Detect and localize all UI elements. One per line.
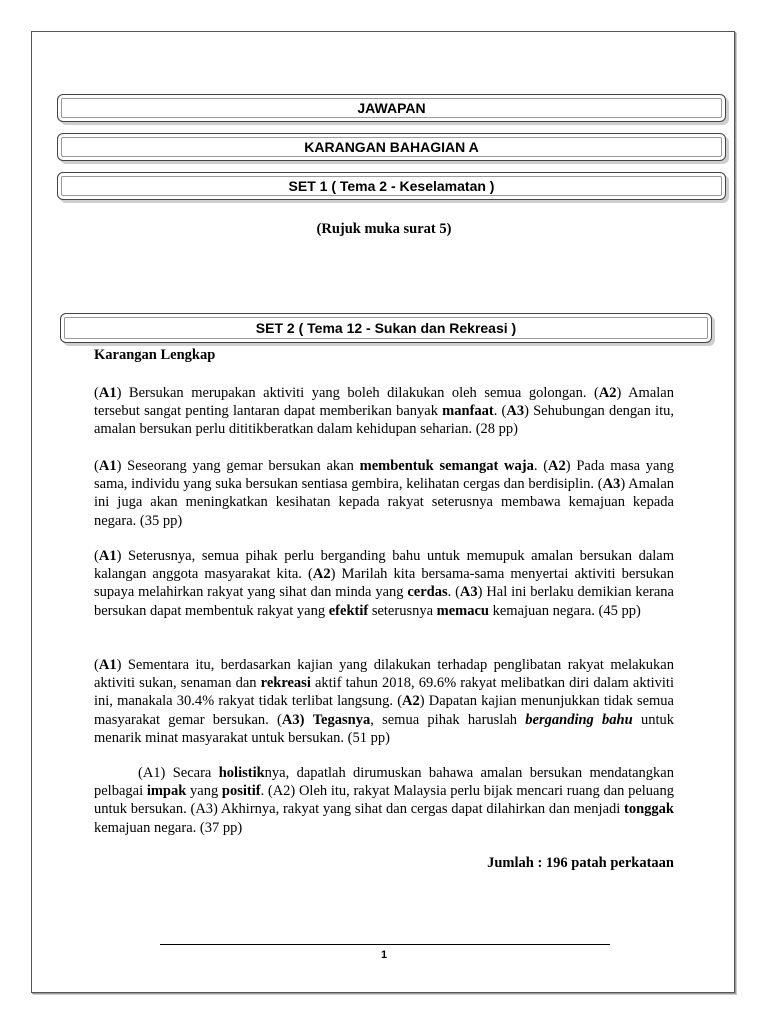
keyword: positif xyxy=(221,783,261,800)
karangan-title: KARANGAN BAHAGIAN A xyxy=(304,139,479,155)
set2-title: SET 2 ( Tema 12 - Sukan dan Rekreasi ) xyxy=(255,320,517,336)
paragraph-5 xyxy=(94,764,674,837)
set1-banner xyxy=(57,172,726,200)
text: , semua pihak haruslah xyxy=(370,711,526,728)
marker: A3) xyxy=(281,711,305,728)
keyword: Tegasnya xyxy=(312,711,371,728)
text: ) Amalan ini juga akan meningkatkan kesihatan kepada rakyat seterusnya membawa kemajuan kepada negara. (35 pp) xyxy=(94,476,675,529)
text: ) Bersukan merupakan aktiviti yang boleh dilakukan oleh semua golongan. ( xyxy=(116,385,599,401)
marker: A3 xyxy=(459,584,478,601)
set2-banner xyxy=(60,313,712,343)
text: seterusnya xyxy=(368,602,437,619)
text: ) Sementara itu, berdasarkan kajian yang dilakukan terhadap penglibatan rakyat melakukan aktiviti sukan, senaman dan xyxy=(94,657,674,692)
text: ) Dapatan kajian menunjukkan tidak semua masyarakat gemar bersukan. ( xyxy=(94,693,674,728)
keyword: impak xyxy=(146,783,187,800)
page-number: 1 xyxy=(380,949,388,961)
text: ) Seterusnya, semua pihak perlu berganding bahu untuk memupuk amalan bersukan dalam kalangan anggota masyarakat kita. ( xyxy=(94,548,674,583)
text xyxy=(304,712,312,728)
marker: A1 xyxy=(98,458,117,474)
keyword: memacu xyxy=(436,602,489,619)
text: . ( xyxy=(447,584,460,601)
text: aktif tahun 2018, 69.6% rakyat melibatkan diri dalam aktiviti ini, manakala 30.4% rakyat tidak terlibat langsung. ( xyxy=(94,675,674,710)
text: ) Hal ini berlaku demikian kerana bersukan dapat membentuk rakyat yang xyxy=(94,584,674,619)
text: nya, dapatlah dirumuskan bahawa amalan bersukan mendatangkan pelbagai xyxy=(94,765,674,800)
text: untuk menarik minat masyarakat untuk bersukan. (51 pp) xyxy=(94,711,674,746)
text: . ( xyxy=(493,403,507,420)
keyword: cerdas xyxy=(407,584,448,601)
paragraph-1: (A1) Bersukan merupakan aktiviti yang boleh dilakukan oleh semua golongan. (A2) Amalan tersebut sangat penting lantaran dapat memberikan banyak manfaat. (A3) Sehubungan dengan itu, amalan bersukan perlu dititikberatkan dalam kehidupan seharian. (28 pp) xyxy=(94,385,674,438)
jawapan-title: JAWAPAN xyxy=(357,100,426,116)
marker: A2 xyxy=(548,458,566,474)
marker: A1 xyxy=(98,548,117,564)
set1-title: SET 1 ( Tema 2 - Keselamatan ) xyxy=(288,178,495,194)
text: ) Marilah kita bersama-sama menyertai aktiviti bersukan supaya melahirkan rakyat yang sihat dan minda yang xyxy=(94,566,674,601)
keyword: holistik xyxy=(218,765,265,781)
text: yang xyxy=(186,783,222,800)
text: ) Seseorang yang gemar bersukan akan xyxy=(116,458,360,474)
marker: A1 xyxy=(98,385,117,401)
marker: A3 xyxy=(602,476,621,493)
keyword-italic: berganding bahu xyxy=(525,711,633,728)
keyword: membentuk semangat waja xyxy=(359,458,534,474)
subheading: Karangan Lengkap xyxy=(94,347,216,363)
text: kemajuan negara. (37 pp) xyxy=(94,819,243,836)
page-reference: (Rujuk muka surat 5) xyxy=(316,221,452,237)
marker: A2 xyxy=(598,385,617,401)
text: ) Amalan tersebut sangat penting lantaran dapat memberikan banyak xyxy=(94,385,674,420)
text: kemajuan negara. (45 pp) xyxy=(489,602,641,619)
text: . ( xyxy=(533,458,549,474)
jawapan-banner xyxy=(57,94,726,122)
paragraph-4: (A1) Sementara itu, berdasarkan kajian yang dilakukan terhadap penglibatan rakyat melakukan aktiviti sukan, senaman dan rekreasi aktif tahun 2018, 69.6% rakyat melibatkan diri dalam aktiviti ini, manakala 30.4% rakyat tidak terlibat langsung. (A2) Dapatan kajian menunjukkan tidak semua masyarakat gemar bersukan. (A3) Tegasnya, semua pihak haruslah berganding bahu untuk menarik minat masyarakat untuk bersukan. (51 pp) xyxy=(94,657,674,746)
text: (A1) Secara xyxy=(138,765,219,781)
karangan-banner xyxy=(57,133,726,161)
text: ) Pada masa yang sama, individu yang suka bersukan sentiasa gembira, kelihatan cergas dan berdisiplin. ( xyxy=(94,458,674,493)
marker: A3 xyxy=(506,403,525,420)
footer-divider xyxy=(160,944,610,945)
marker: A2 xyxy=(312,566,331,583)
paragraph-3: (A1) Seterusnya, semua pihak perlu berganding bahu untuk memupuk amalan bersukan dalam kalangan anggota masyarakat kita. (A2) Marilah kita bersama-sama menyertai aktiviti bersukan supaya melahirkan rakyat yang sihat dan minda yang cerdas. (A3) Hal ini berlaku demikian kerana bersukan dapat membentuk rakyat yang efektif seterusnya memacu kemajuan negara. (45 pp) xyxy=(94,548,674,619)
text: . (A2) Oleh itu, rakyat Malaysia perlu bijak mencari ruang dan peluang untuk bersukan. (A3) Akhirnya, rakyat yang sihat dan cergas dapat dilahirkan dan menjadi xyxy=(94,783,674,818)
keyword: tonggak xyxy=(624,801,674,818)
paragraph-2: (A1) Seseorang yang gemar bersukan akan membentuk semangat waja. (A2) Pada masa yang sama, individu yang suka bersukan sentiasa gembira, kelihatan cergas dan berdisiplin. (A3) Amalan ini juga akan meningkatkan kesihatan kepada rakyat seterusnya membawa kemajuan kepada negara. (35 pp) xyxy=(94,458,675,529)
marker: A2 xyxy=(402,693,420,710)
marker: A1 xyxy=(98,657,117,673)
keyword: manfaat xyxy=(442,403,494,420)
keyword: rekreasi xyxy=(260,675,311,692)
text: ) Sehubungan dengan itu, amalan bersukan perlu dititikberatkan dalam kehidupan seharian. (28 pp) xyxy=(94,403,674,438)
word-count-total: Jumlah : 196 patah perkataan xyxy=(487,855,674,871)
keyword: efektif xyxy=(328,602,369,619)
